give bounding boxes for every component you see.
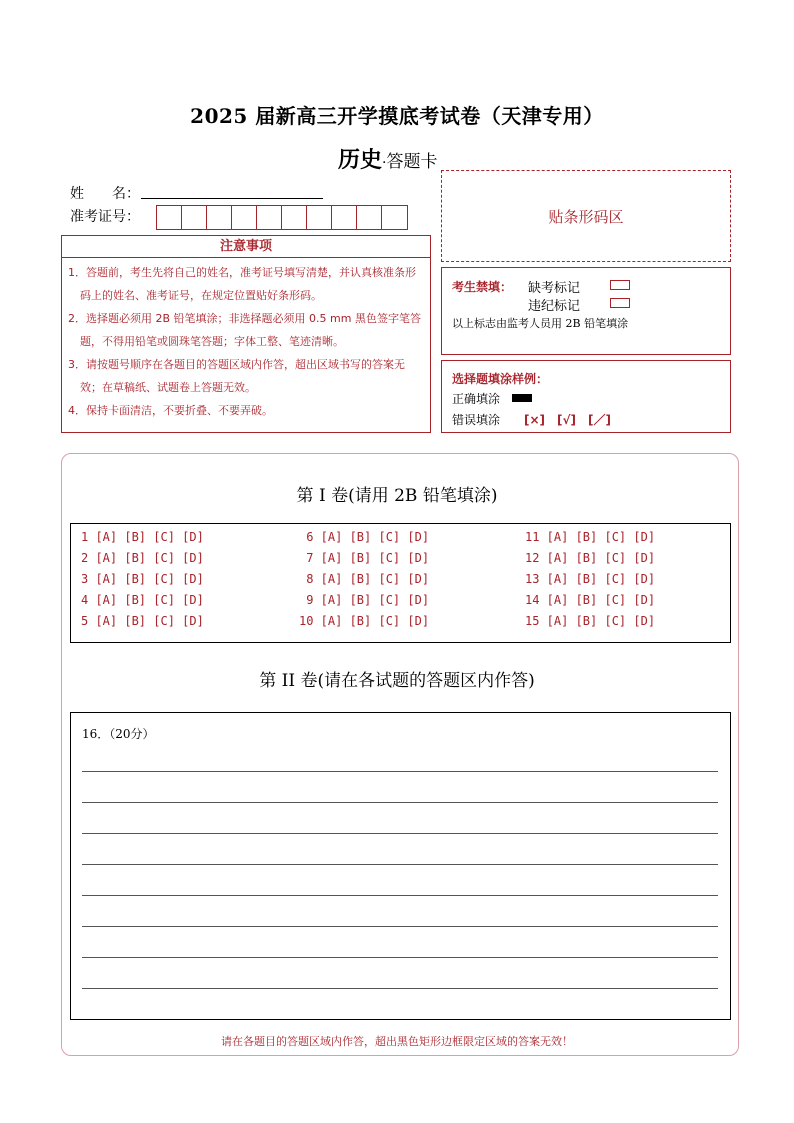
answer-line: [82, 802, 718, 803]
correct-fill-mark: [512, 394, 532, 402]
id-digit-box[interactable]: [332, 206, 357, 229]
id-number-boxes[interactable]: [156, 205, 408, 230]
choice-row[interactable]: 15 [A] [B] [C] [D]: [525, 614, 656, 628]
name-label: 姓 名：: [70, 186, 140, 202]
choice-row[interactable]: 12 [A] [B] [C] [D]: [525, 551, 656, 565]
question-16-answer-box[interactable]: [70, 712, 731, 1020]
name-field[interactable]: [141, 198, 323, 199]
choice-question-box: [70, 523, 731, 643]
answer-card-label: 答题卡: [386, 152, 438, 172]
choice-row[interactable]: 4 [A] [B] [C] [D]: [81, 593, 204, 607]
fill-sample-box: [441, 360, 731, 433]
answer-line: [82, 926, 718, 927]
choice-row[interactable]: 8 [A] [B] [C] [D]: [299, 572, 430, 586]
choice-row[interactable]: 5 [A] [B] [C] [D]: [81, 614, 204, 628]
answer-line: [82, 988, 718, 989]
id-digit-box[interactable]: [182, 206, 207, 229]
absent-mark-label: 缺考标记: [528, 281, 581, 296]
id-digit-box[interactable]: [232, 206, 257, 229]
choice-row[interactable]: 13 [A] [B] [C] [D]: [525, 572, 656, 586]
violation-mark-label: 违纪标记: [528, 299, 581, 314]
choice-row[interactable]: 11 [A] [B] [C] [D]: [525, 530, 656, 544]
absent-mark-box[interactable]: [610, 280, 630, 290]
wrong-fill-marks: [×] [√] [／]: [524, 413, 611, 427]
section-1-title: 第 I 卷(请用 2B 铅笔填涂): [296, 486, 498, 506]
choice-row[interactable]: 3 [A] [B] [C] [D]: [81, 572, 204, 586]
subject-heading: [338, 143, 437, 174]
choice-row[interactable]: 2 [A] [B] [C] [D]: [81, 551, 204, 565]
notice-item: 1．答题前，考生先将自己的姓名，准考证号填写清楚，并认真核准条形码上的姓名、准考证号，在规定位置贴好条形码。: [68, 266, 416, 302]
answer-line: [82, 771, 718, 772]
barcode-area: [441, 170, 731, 262]
notice-item: 4．保持卡面清洁，不要折叠、不要弄破。: [68, 404, 273, 417]
id-label: 准考证号：: [70, 209, 140, 225]
id-digit-box[interactable]: [282, 206, 307, 229]
proctor-only-box: [441, 267, 731, 355]
id-digit-box[interactable]: [382, 206, 407, 229]
id-digit-box[interactable]: [257, 206, 282, 229]
barcode-label: 贴条形码区: [548, 207, 624, 226]
notice-item: 2．选择题必须用 2B 铅笔填涂；非选择题必须用 0.5 mm 黑色签字笔答题，不得用铅笔或圆珠笔答题；字体工整、笔迹清晰。: [68, 312, 421, 348]
subject-name: 历史: [338, 147, 383, 173]
footer-warning: 请在各题目的答题区域内作答，超出黑色矩形边框限定区域的答案无效！: [221, 1035, 573, 1048]
answer-line: [82, 833, 718, 834]
question-16-label: 16．（20分）: [82, 727, 155, 741]
choice-row[interactable]: 9 [A] [B] [C] [D]: [299, 593, 430, 607]
choice-row[interactable]: 6 [A] [B] [C] [D]: [299, 530, 430, 544]
id-digit-box[interactable]: [157, 206, 182, 229]
choice-row[interactable]: 1 [A] [B] [C] [D]: [81, 530, 204, 544]
choice-row[interactable]: 7 [A] [B] [C] [D]: [299, 551, 430, 565]
answer-line: [82, 957, 718, 958]
notice-item: 3．请按题号顺序在各题目的答题区域内作答，超出区域书写的答案无效；在草稿纸、试题卷上答题无效。: [68, 358, 405, 394]
notice-heading: 注意事项: [61, 235, 431, 258]
page-title: 2025 届新高三开学摸底考试卷（天津专用）: [190, 104, 604, 128]
section-2-title: 第 II 卷(请在各试题的答题区内作答): [259, 671, 535, 691]
id-digit-box[interactable]: [357, 206, 382, 229]
sample-title: 选择题填涂样例：: [452, 372, 549, 386]
answer-line: [82, 864, 718, 865]
subject-dot: ·: [382, 155, 387, 171]
wrong-fill-label: 错误填涂: [452, 413, 501, 427]
choice-row[interactable]: 10 [A] [B] [C] [D]: [299, 614, 430, 628]
correct-fill-label: 正确填涂: [452, 392, 501, 406]
id-digit-box[interactable]: [307, 206, 332, 229]
id-digit-box[interactable]: [207, 206, 232, 229]
forbid-label: 考生禁填：: [452, 280, 513, 294]
proctor-note: 以上标志由监考人员用 2B 铅笔填涂: [452, 317, 629, 330]
violation-mark-box[interactable]: [610, 298, 630, 308]
answer-line: [82, 895, 718, 896]
notice-box: [61, 258, 431, 433]
choice-row[interactable]: 14 [A] [B] [C] [D]: [525, 593, 656, 607]
